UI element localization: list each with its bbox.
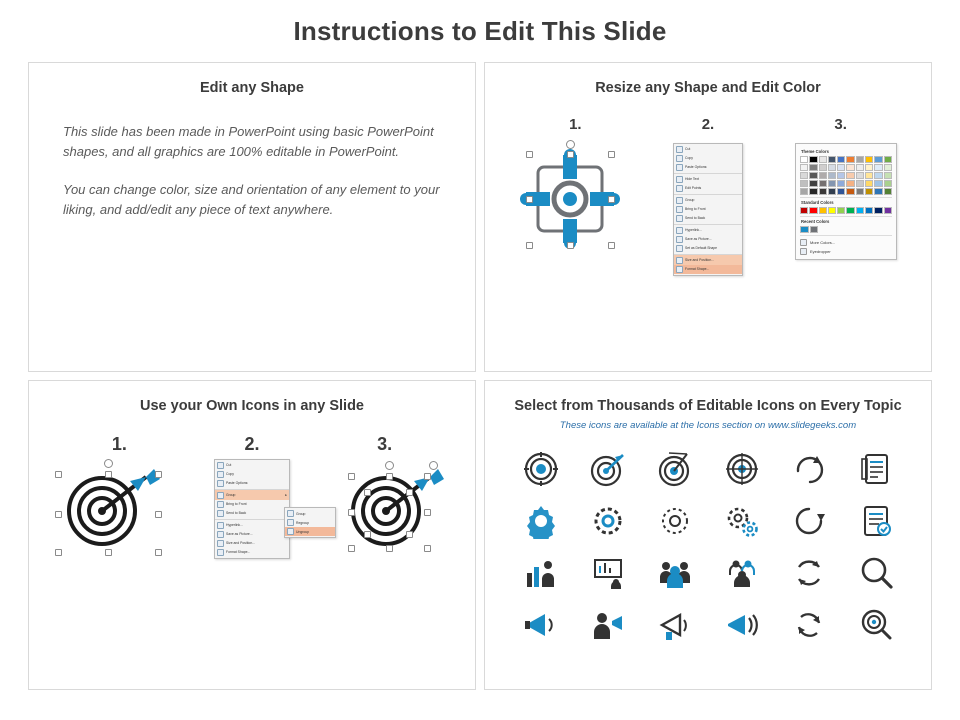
context-menu-item-group[interactable] — [215, 489, 289, 500]
group-people-icon — [657, 555, 693, 591]
edit-shape-paragraph-1: This slide has been made in PowerPoint using basic PowerPoint shapes, and all graphics are 100% editable in PowerPoint. — [63, 124, 434, 160]
save-as-picture-icon — [217, 531, 224, 538]
swatch[interactable] — [828, 188, 836, 195]
rotate-handle[interactable] — [566, 140, 575, 149]
swatch[interactable] — [884, 180, 892, 187]
swatch[interactable] — [846, 156, 854, 163]
send-to-back-icon — [217, 510, 224, 517]
swatch[interactable] — [800, 180, 808, 187]
swatch[interactable] — [837, 156, 845, 163]
selection-handle[interactable] — [386, 473, 393, 480]
selection-handle-br[interactable] — [608, 242, 615, 249]
theme-colors-row[interactable] — [800, 180, 892, 187]
swatch[interactable] — [837, 180, 845, 187]
swatch[interactable] — [865, 172, 873, 179]
swatch[interactable] — [800, 207, 808, 214]
own-icons-figure-target — [40, 459, 180, 554]
context-menu-item[interactable] — [674, 154, 742, 163]
swatch[interactable] — [846, 207, 854, 214]
submenu-item-label: Group — [296, 511, 306, 516]
swatch[interactable] — [800, 156, 808, 163]
swatch[interactable] — [809, 164, 817, 171]
refresh-clockwise-icon — [791, 451, 827, 487]
swatch[interactable] — [856, 156, 864, 163]
target-selection-mock — [50, 459, 170, 554]
resize-steps — [485, 96, 931, 133]
megaphone-icon — [523, 607, 559, 643]
context-menu-item[interactable] — [674, 235, 742, 244]
edit-points-icon — [676, 185, 683, 192]
send-to-back-icon — [676, 215, 683, 222]
panel-grid — [28, 62, 932, 692]
context-menu-item-label: Hyperlink... — [226, 522, 243, 527]
context-menu-item-label: Edit Points — [685, 185, 702, 190]
swatch[interactable] — [828, 207, 836, 214]
size-position-icon — [676, 257, 683, 264]
recent-colors-row[interactable] — [800, 226, 892, 233]
swatch[interactable] — [884, 207, 892, 214]
context-menu-item[interactable] — [215, 470, 289, 479]
swatch[interactable] — [819, 180, 827, 187]
context-menu-item-label: Bring to Front — [226, 501, 247, 506]
panel-resize-shape — [484, 62, 932, 372]
document-lines-icon — [858, 451, 894, 487]
icon-cell[interactable] — [649, 549, 701, 597]
presentation-person-icon — [590, 555, 626, 591]
swatch[interactable] — [819, 207, 827, 214]
context-menu-item[interactable] — [215, 479, 289, 488]
context-menu-item[interactable] — [215, 519, 289, 530]
own-icons-step-3: 3. — [377, 434, 393, 454]
checklist-document-icon — [858, 503, 894, 539]
bring-to-front-icon — [676, 206, 683, 213]
swatch[interactable] — [865, 156, 873, 163]
own-icons-step-2: 2. — [244, 434, 260, 454]
cut-icon — [217, 462, 224, 469]
icon-cell[interactable] — [716, 445, 768, 493]
swatch[interactable] — [828, 156, 836, 163]
megaphone-alt-icon — [657, 607, 693, 643]
icon-cell[interactable] — [515, 497, 567, 545]
swatch[interactable] — [837, 172, 845, 179]
ungrouped-target-mock — [334, 459, 454, 554]
context-menu-item-label: Size and Position... — [226, 540, 256, 545]
context-menu-item-label: Hide Text — [685, 176, 700, 181]
context-menu-item-label: Set as Default Shape — [685, 245, 718, 250]
swatch[interactable] — [819, 164, 827, 171]
context-menu-item-label: Format Shape... — [685, 266, 710, 271]
context-menu-item-label: Copy — [226, 471, 234, 476]
group-icon — [676, 197, 683, 204]
icon-cell[interactable] — [850, 549, 902, 597]
theme-colors-row[interactable] — [800, 188, 892, 195]
swatch[interactable] — [837, 164, 845, 171]
submenu-item-label: Regroup — [296, 520, 310, 525]
more-colors-row[interactable] — [800, 238, 892, 247]
context-menu-item-label: Save as Picture... — [226, 531, 253, 536]
copy-icon — [217, 471, 224, 478]
target-search-icon — [858, 607, 894, 643]
panel-edit-shape — [28, 62, 476, 372]
refresh-circle-icon — [791, 503, 827, 539]
icon-cell[interactable] — [515, 601, 567, 649]
swatch[interactable] — [865, 164, 873, 171]
own-icons-figure-ungrouped — [324, 459, 464, 554]
rotate-handle[interactable] — [104, 459, 113, 468]
swatch[interactable] — [884, 156, 892, 163]
icon-cell[interactable] — [716, 601, 768, 649]
theme-colors-row[interactable] — [800, 156, 892, 163]
context-menu-item[interactable] — [215, 548, 289, 557]
panel-resize-shape-title: Resize any Shape and Edit Color — [595, 80, 821, 96]
context-menu-item-label: Group — [685, 197, 695, 202]
context-menu-item[interactable] — [215, 461, 289, 470]
swatch[interactable] — [884, 172, 892, 179]
gear-outline-icon — [590, 503, 626, 539]
swatch[interactable] — [884, 188, 892, 195]
panel-own-icons — [28, 380, 476, 690]
shape-selection-mock — [510, 143, 630, 263]
eyedropper-row[interactable] — [800, 247, 892, 256]
resize-figure-context-menu — [643, 143, 773, 276]
swatch[interactable] — [856, 207, 864, 214]
context-menu-item-label: Format Shape... — [226, 549, 251, 554]
theme-colors-row[interactable] — [800, 172, 892, 179]
selection-handle[interactable] — [364, 489, 371, 496]
icon-cell[interactable] — [783, 497, 835, 545]
selection-handle-mr[interactable] — [155, 511, 162, 518]
swatch[interactable] — [874, 164, 882, 171]
own-icons-figures — [29, 455, 475, 559]
swatch[interactable] — [856, 164, 864, 171]
team-group-icon — [724, 555, 760, 591]
size-position-icon — [217, 540, 224, 547]
swatch[interactable] — [819, 172, 827, 179]
context-menu-item-label: Paste Options: — [685, 164, 708, 169]
swatch[interactable] — [809, 156, 817, 163]
selection-handle-tc[interactable] — [105, 471, 112, 478]
format-shape-icon — [676, 266, 683, 273]
panel-edit-shape-body — [29, 96, 475, 221]
swatch[interactable] — [865, 188, 873, 195]
hyperlink-icon — [217, 522, 224, 529]
swatch[interactable] — [846, 188, 854, 195]
selection-handle[interactable] — [348, 509, 355, 516]
paste-icon — [676, 164, 683, 171]
resize-figures — [485, 133, 931, 276]
standard-colors-label: Standard Colors — [801, 200, 834, 205]
icon-cell[interactable] — [716, 497, 768, 545]
selection-handle[interactable] — [364, 531, 371, 538]
gears-double-icon — [724, 503, 760, 539]
megaphone-filled-icon — [724, 607, 760, 643]
swatch[interactable] — [819, 188, 827, 195]
swatch[interactable] — [856, 172, 864, 179]
resize-step-2: 2. — [701, 116, 715, 133]
swatch[interactable] — [837, 207, 845, 214]
selection-handle-tc[interactable] — [567, 151, 574, 158]
context-menu-item[interactable] — [215, 509, 289, 518]
swatch[interactable] — [809, 207, 817, 214]
swatch[interactable] — [828, 164, 836, 171]
theme-colors-label: Theme Colors — [801, 149, 829, 154]
rotate-handle[interactable] — [429, 461, 438, 470]
selection-handle-bl[interactable] — [55, 549, 62, 556]
own-icons-figure-context-menu — [182, 459, 322, 559]
eyedropper-icon — [800, 248, 807, 255]
swatch[interactable] — [837, 188, 845, 195]
icon-cell[interactable] — [649, 601, 701, 649]
context-menu-item[interactable] — [674, 173, 742, 184]
swatch[interactable] — [800, 172, 808, 179]
divider — [800, 235, 892, 236]
swatch[interactable] — [800, 188, 808, 195]
icon-cell[interactable] — [783, 601, 835, 649]
resize-step-3: 3. — [834, 116, 847, 133]
divider — [800, 216, 892, 217]
context-menu-item-label: Send to Back — [226, 510, 247, 515]
context-menu-item-label: Save as Picture... — [685, 236, 712, 241]
context-menu-item[interactable] — [215, 500, 289, 509]
context-menu-wrapper — [214, 459, 310, 559]
selection-handle[interactable] — [386, 545, 393, 552]
group-icon — [217, 492, 224, 499]
context-menu-item-label: Send to Back — [685, 215, 706, 220]
context-menu-item[interactable] — [674, 205, 742, 214]
swatch[interactable] — [810, 226, 819, 233]
context-menu-item[interactable] — [674, 145, 742, 154]
regroup-icon — [287, 519, 294, 526]
selection-handle[interactable] — [348, 473, 355, 480]
context-menu[interactable] — [673, 143, 743, 276]
save-as-picture-icon — [676, 236, 683, 243]
person-chart-icon — [523, 555, 559, 591]
context-menu-item-label: Cut — [685, 146, 691, 151]
swatch[interactable] — [865, 207, 873, 214]
target-arrow-alt-icon — [657, 451, 693, 487]
magnifier-icon — [858, 555, 894, 591]
context-menu-item-label: Paste Options: — [226, 480, 249, 485]
icon-cell[interactable] — [582, 549, 634, 597]
context-menu-item-label: Bring to Front — [685, 206, 706, 211]
standard-colors-row[interactable] — [800, 207, 892, 214]
swatch[interactable] — [828, 172, 836, 179]
swatch[interactable] — [856, 180, 864, 187]
swatch[interactable] — [874, 207, 882, 214]
swatch[interactable] — [846, 180, 854, 187]
icon-cell[interactable] — [850, 497, 902, 545]
context-menu-item-label: Copy — [685, 155, 693, 160]
selection-handle-mr[interactable] — [608, 196, 615, 203]
bring-to-front-icon — [217, 501, 224, 508]
swatch[interactable] — [846, 172, 854, 179]
group-icon — [287, 510, 294, 517]
divider — [800, 197, 892, 198]
more-colors-icon — [800, 239, 807, 246]
context-menu-item[interactable] — [215, 530, 289, 539]
swatch[interactable] — [800, 226, 809, 233]
swatch[interactable] — [809, 172, 817, 179]
context-menu-item[interactable] — [674, 265, 742, 274]
panel-icon-library-subtitle: These icons are available at the Icons section on www.slidegeeks.com — [559, 420, 857, 431]
swatch[interactable] — [874, 188, 882, 195]
swatch[interactable] — [874, 156, 882, 163]
icon-cell[interactable] — [515, 549, 567, 597]
hyperlink-icon — [676, 227, 683, 234]
context-menu-item[interactable] — [215, 539, 289, 548]
panel-edit-shape-title: Edit any Shape — [200, 80, 304, 96]
context-menu-item[interactable] — [674, 224, 742, 235]
copy-icon — [676, 155, 683, 162]
cycle-arrows-icon — [791, 555, 827, 591]
icon-cell[interactable] — [582, 601, 634, 649]
edit-shape-paragraph-2: You can change color, size and orientation of any element to your liking, and add/edit any piece of text anywhere. — [63, 182, 440, 218]
icon-cell[interactable] — [515, 445, 567, 493]
submenu-item-label: Ungroup — [296, 529, 310, 534]
color-picker-popup[interactable] — [795, 143, 897, 260]
panel-icon-library-title: Select from Thousands of Editable Icons on Every Topic — [514, 398, 902, 414]
target-dartboard-icon — [523, 451, 559, 487]
cut-icon — [676, 146, 683, 153]
chevron-right-icon: ▸ — [285, 492, 287, 497]
recycle-arrows-icon — [791, 607, 827, 643]
swatch[interactable] — [828, 180, 836, 187]
context-menu-item[interactable] — [674, 184, 742, 193]
icon-cell[interactable] — [850, 445, 902, 493]
selection-handle[interactable] — [348, 545, 355, 552]
swatch[interactable] — [846, 164, 854, 171]
default-shape-icon — [676, 245, 683, 252]
context-menu-item[interactable] — [674, 163, 742, 172]
selection-handle-bc[interactable] — [567, 242, 574, 249]
gear-thin-icon — [657, 503, 693, 539]
icon-cell[interactable] — [783, 445, 835, 493]
selection-handle-tr[interactable] — [608, 151, 615, 158]
selection-handle-tr[interactable] — [155, 471, 162, 478]
selection-handle[interactable] — [406, 531, 413, 538]
icon-cell[interactable] — [649, 497, 701, 545]
context-menu[interactable] — [214, 459, 290, 559]
icon-cell[interactable] — [582, 497, 634, 545]
swatch[interactable] — [800, 164, 808, 171]
selection-handle-bc[interactable] — [105, 549, 112, 556]
selection-handle-tl[interactable] — [526, 151, 533, 158]
context-menu-item[interactable] — [674, 244, 742, 253]
swatch[interactable] — [856, 188, 864, 195]
swatch[interactable] — [874, 180, 882, 187]
page-title: Instructions to Edit This Slide — [293, 16, 667, 46]
paste-icon — [217, 480, 224, 487]
resize-figure-selected-shape — [505, 143, 635, 263]
context-menu-item-label: Hyperlink... — [685, 227, 702, 232]
context-menu-item-label: Group — [226, 492, 236, 497]
format-shape-icon — [217, 549, 224, 556]
selection-handle-tl[interactable] — [55, 471, 62, 478]
gear-filled-icon — [523, 503, 559, 539]
selection-handle[interactable] — [406, 489, 413, 496]
selection-handle[interactable] — [424, 545, 431, 552]
icon-library-grid — [485, 431, 931, 659]
hide-text-icon — [676, 176, 683, 183]
selection-handle-br[interactable] — [155, 549, 162, 556]
context-menu-item[interactable] — [674, 254, 742, 265]
rotate-handle[interactable] — [385, 461, 394, 470]
selection-handle-bl[interactable] — [526, 242, 533, 249]
own-icons-steps — [29, 414, 475, 455]
more-colors-label: More Colors... — [810, 240, 836, 245]
swatch[interactable] — [874, 172, 882, 179]
swatch[interactable] — [809, 188, 817, 195]
resize-step-1: 1. — [569, 116, 582, 133]
swatch[interactable] — [819, 156, 827, 163]
context-menu-item-label: Size and Position... — [685, 257, 715, 262]
swatch[interactable] — [865, 180, 873, 187]
recent-colors-label: Recent Colors — [801, 219, 830, 224]
selection-handle-ml[interactable] — [526, 196, 533, 203]
eyedropper-label: Eyedropper — [810, 249, 831, 254]
icon-cell[interactable] — [850, 601, 902, 649]
context-menu-item-label: Cut — [226, 462, 232, 467]
selection-handle[interactable] — [424, 509, 431, 516]
ungroup-icon — [287, 528, 294, 535]
own-icons-step-1: 1. — [111, 434, 127, 454]
context-menu-item[interactable] — [674, 214, 742, 223]
context-menu-item[interactable] — [674, 194, 742, 205]
icon-cell[interactable] — [582, 445, 634, 493]
icon-cell[interactable] — [716, 549, 768, 597]
resize-figure-color-picker — [781, 143, 911, 260]
icon-cell[interactable] — [649, 445, 701, 493]
target-arrow-icon — [590, 451, 626, 487]
swatch[interactable] — [809, 180, 817, 187]
theme-colors-row[interactable] — [800, 164, 892, 171]
selection-handle[interactable] — [424, 473, 431, 480]
swatch[interactable] — [884, 164, 892, 171]
target-crosshair-icon — [724, 451, 760, 487]
panel-own-icons-title: Use your Own Icons in any Slide — [140, 398, 364, 414]
selection-handle-ml[interactable] — [55, 511, 62, 518]
icon-cell[interactable] — [783, 549, 835, 597]
person-speaking-icon — [590, 607, 626, 643]
panel-icon-library — [484, 380, 932, 690]
